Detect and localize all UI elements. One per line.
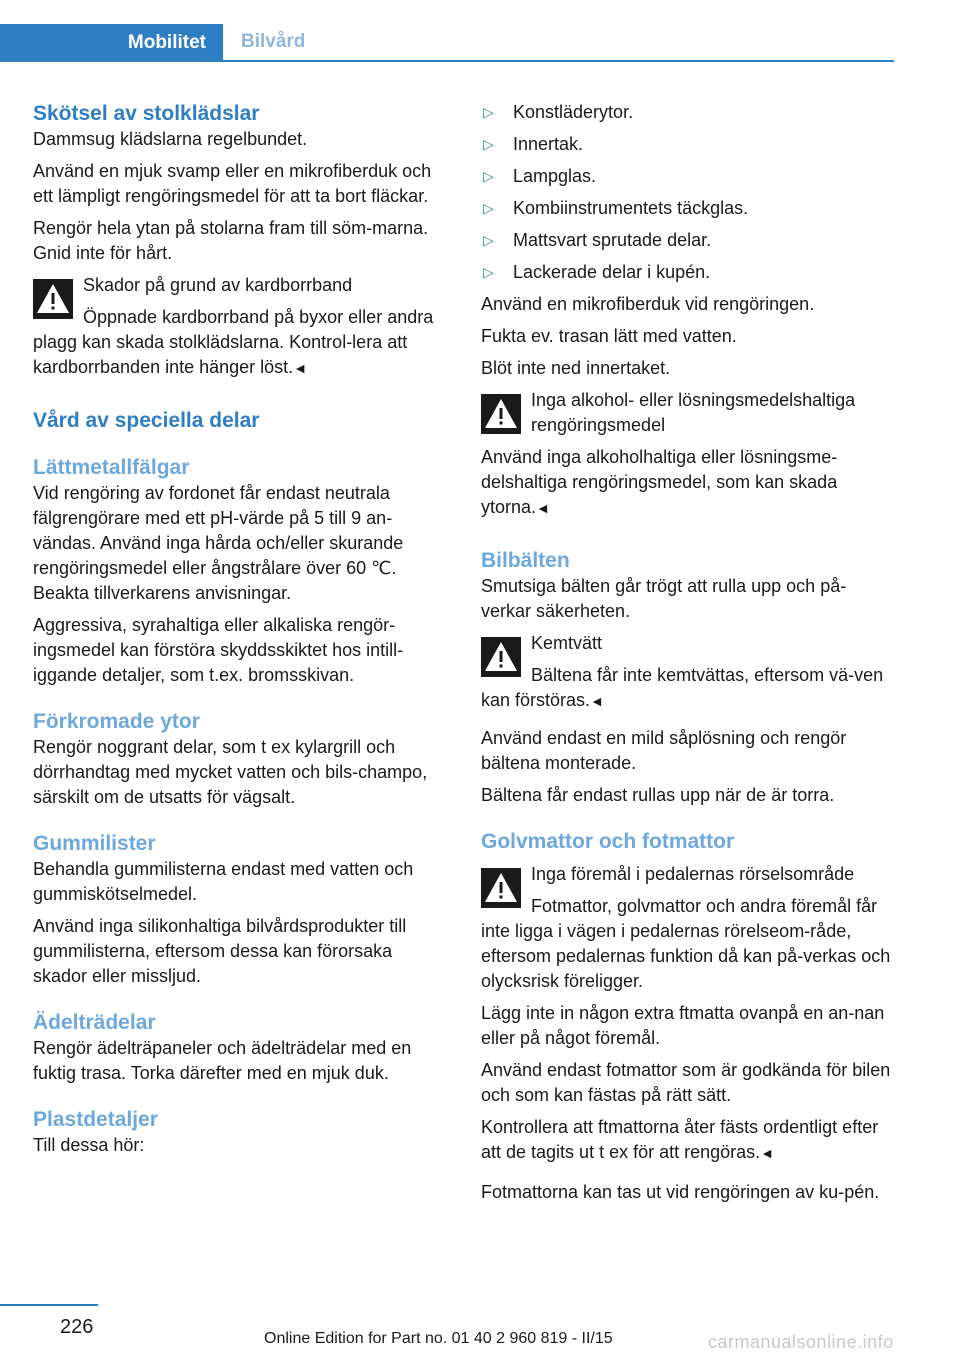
paragraph: Rengör ädelträpaneler och ädelträdelar med en fuktig trasa. Torka därefter med en mjuk duk. — [33, 1038, 412, 1083]
warning-box — [33, 273, 451, 381]
heading-bilbalten: Bilbälten — [481, 549, 570, 572]
warning-body: Fotmattor, golvmattor och andra föremål får inte ligga i vägen i pedalernas rörelseom-råde, eftersom pedalernas funktion då kan på-verkas och olycksrisk föreligger. — [481, 896, 891, 991]
left-column — [33, 100, 451, 1165]
paragraph: Rengör hela ytan på stolarna fram till söm-marna. Gnid inte för hårt. — [33, 218, 429, 263]
paragraph: Rengör noggrant delar, som t ex kylargrill och dörrhandtag med mycket vatten och bils-champo, särskilt om de utsatts för vägsalt. — [33, 737, 428, 807]
page-number: 226 — [60, 1316, 94, 1338]
paragraph: Vid rengöring av fordonet får endast neutrala fälgrengörare med ett pH-värde på 5 till 9 an-vändas. Använd inga hårda och/eller skurande rengöringsmedel eller ångstrålare över 60 ℃. Beakta tillverkarens anvisningar. — [33, 483, 404, 603]
bullet-triangle-icon: ▷ — [483, 200, 494, 216]
edition-note: Online Edition for Part no. 01 40 2 960 819 - II/15 — [264, 1330, 613, 1347]
bullet-triangle-icon: ▷ — [483, 264, 494, 280]
paragraph: Använd en mikrofiberduk vid rengöringen. — [481, 294, 815, 314]
warning-body: Bältena får inte kemtvättas, eftersom vä-ven kan förstöras. — [481, 665, 884, 710]
bullet-triangle-icon: ▷ — [483, 168, 494, 184]
list-item: ▷ Lampglas. — [481, 164, 893, 189]
right-column — [481, 100, 893, 1212]
warning-box — [481, 388, 893, 521]
list-item: ▷ Mattsvart sprutade delar. — [481, 228, 893, 253]
heading-stolklad: Skötsel av stolklädslar — [33, 102, 260, 125]
warning-box — [481, 862, 893, 994]
warning-triangle-icon — [33, 279, 73, 319]
warning-body: Använd inga alkoholhaltiga eller lösningsme-delshaltiga rengöringsmedel, som kan skada ytorna. — [481, 447, 838, 517]
paragraph: Använd en mjuk svamp eller en mikrofiberduk och ett lämpligt rengöringsmedel för att ta bort fläckar. — [33, 161, 432, 206]
paragraph: Använd inga silikonhaltiga bilvårdsprodukter till gummilisterna, eftersom dessa kan förorsaka skador eller missljud. — [33, 916, 407, 986]
heading-adeltradelar: Ädelträdelar — [33, 1011, 156, 1034]
heading-vard: Vård av speciella delar — [33, 409, 260, 432]
warning-title: Inga föremål i pedalernas rörselsområde — [531, 864, 855, 884]
bullet-triangle-icon: ▷ — [483, 136, 494, 152]
page-header — [0, 0, 960, 64]
paragraph: Behandla gummilisterna endast med vatten och gummiskötselmedel. — [33, 859, 414, 904]
paragraph: Fotmattorna kan tas ut vid rengöringen av ku-pén. — [481, 1182, 880, 1202]
heading-gummilister: Gummilister — [33, 832, 156, 855]
heading-lattmetall: Lättmetallfälgar — [33, 456, 190, 479]
paragraph: Fukta ev. trasan lätt med vatten. — [481, 326, 737, 346]
warning-triangle-icon — [481, 394, 521, 434]
paragraph: Blöt inte ned innertaket. — [481, 358, 671, 378]
warning-body: Öppnade kardborrband på byxor eller andra plagg kan skada stolklädslarna. Kontrol-lera att kardborrbanden inte hänger löst. — [33, 307, 434, 377]
paragraph: Använd endast en mild såplösning och rengör bältena monterade. — [481, 728, 847, 773]
paragraph: Dammsug klädslarna regelbundet. — [33, 129, 308, 149]
paragraph: Kontrollera att ftmattorna åter fästs ordentligt efter att de tagits ut t ex för att rengöras. — [481, 1117, 879, 1162]
bullet-triangle-icon: ▷ — [483, 232, 494, 248]
tab-bilvard[interactable]: Bilvård — [241, 31, 306, 52]
watermark: carmanualsonline.info — [708, 1332, 894, 1352]
bullet-triangle-icon: ▷ — [483, 104, 494, 120]
header-rule — [0, 60, 894, 62]
heading-plastdetaljer: Plastdetaljer — [33, 1108, 158, 1131]
list-item: ▷ Lackerade delar i kupén. — [481, 260, 893, 285]
warning-triangle-icon — [481, 868, 521, 908]
end-mark: ◄ — [760, 1145, 775, 1161]
tab-mobilitet[interactable]: Mobilitet — [0, 24, 223, 62]
heading-forkromade: Förkromade ytor — [33, 710, 200, 733]
paragraph: Använd endast fotmattor som är godkända för bilen och som kan fästas på rätt sätt. — [481, 1060, 891, 1105]
footer-rule — [0, 1304, 98, 1306]
end-mark: ◄ — [293, 360, 308, 376]
warning-box — [481, 631, 893, 714]
warning-title: Kemtvätt — [531, 633, 603, 653]
warning-triangle-icon — [481, 637, 521, 677]
paragraph: Till dessa hör: — [33, 1135, 145, 1155]
paragraph: Smutsiga bälten går trögt att rulla upp och på-verkar säkerheten. — [481, 576, 847, 621]
end-mark: ◄ — [536, 500, 550, 516]
list-item: ▷ Innertak. — [481, 132, 893, 157]
paragraph: Bältena får endast rullas upp när de är torra. — [481, 785, 835, 805]
warning-title: Inga alkohol- eller lösningsmedelshaltiga rengöringsmedel — [531, 390, 856, 435]
heading-golvmattor: Golvmattor och fotmattor — [481, 830, 735, 853]
paragraph: Lägg inte in någon extra ftmatta ovanpå en an-nan eller på något föremål. — [481, 1003, 885, 1048]
list-item: ▷ Konstläderytor. — [481, 100, 893, 125]
plastic-parts-list — [481, 100, 893, 285]
list-item: ▷ Kombiinstrumentets täckglas. — [481, 196, 893, 221]
paragraph: Aggressiva, syrahaltiga eller alkaliska rengör-ingsmedel kan förstöra skyddsskiktet hos intill-iggande detaljer, som t.ex. bromsskivan. — [33, 615, 404, 685]
warning-title: Skador på grund av kardborrband — [83, 275, 353, 295]
end-mark: ◄ — [590, 693, 604, 709]
